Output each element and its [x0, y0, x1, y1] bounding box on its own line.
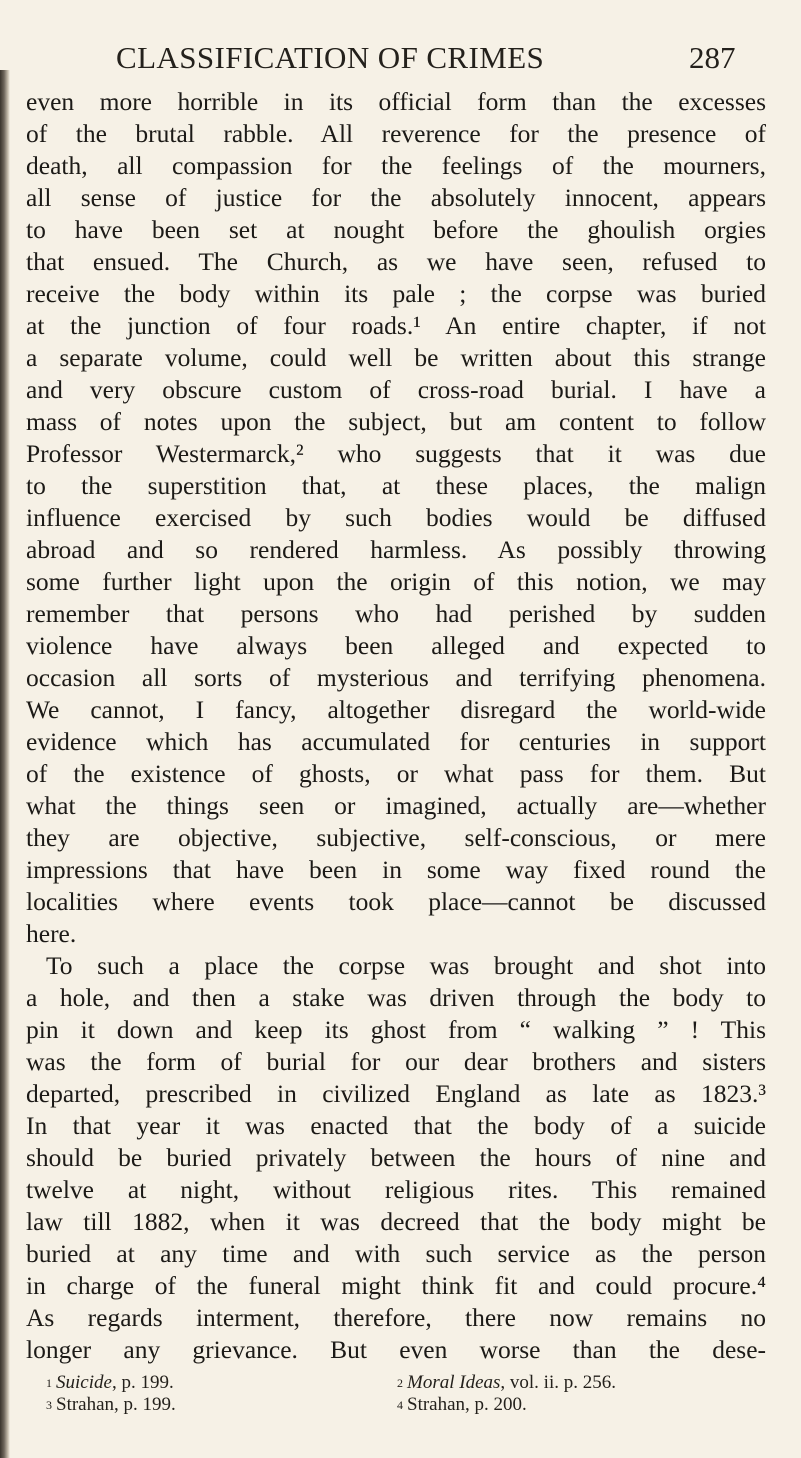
- text-line: of the brutal rabble. All reverence for the presence of: [26, 119, 766, 148]
- text-line: abroad and so rendered harmless. As possibly throwing: [26, 535, 766, 564]
- text-line: pin it down and keep its ghost from “ walking ” ! This: [26, 1015, 766, 1044]
- footnote-text: Strahan, p. 200.: [407, 1394, 527, 1415]
- footnote-title: Suicide: [56, 1372, 112, 1393]
- footnote-row: [46, 1394, 766, 1416]
- footnote-title: Moral Ideas: [407, 1372, 501, 1393]
- text-line: even more horrible in its official form than the excesses: [26, 87, 766, 116]
- text-line: receive the body within its pale ; the corpse was buried: [26, 279, 766, 308]
- text-line: As regards interment, therefore, there now remains no: [26, 1303, 766, 1332]
- footnote-number: 2: [397, 1376, 403, 1390]
- text-line: that ensued. The Church, as we have seen, refused to: [26, 247, 766, 276]
- text-line: evidence which has accumulated for centuries in support: [26, 727, 766, 756]
- text-line: buried at any time and with such service as the person: [26, 1239, 766, 1268]
- page-number: 287: [689, 40, 736, 75]
- text-line: some further light upon the origin of this notion, we may: [26, 567, 766, 596]
- text-line: what the things seen or imagined, actually are—whether: [26, 791, 766, 820]
- footnote-number: 1: [46, 1376, 52, 1390]
- text-line: a separate volume, could well be written about this strange: [26, 343, 766, 372]
- body-text: [26, 86, 766, 1366]
- text-line: and very obscure custom of cross-road burial. I have a: [26, 375, 766, 404]
- footnote-text: Strahan, p. 199.: [56, 1394, 176, 1415]
- text-line: impressions that have been in some way fixed round the: [26, 855, 766, 884]
- footnote-number: 4: [397, 1398, 403, 1412]
- text-line: To such a place the corpse was brought and shot into: [46, 951, 766, 980]
- text-line: a hole, and then a stake was driven through the body to: [26, 983, 766, 1012]
- footnote-3: [46, 1394, 176, 1416]
- text-line: We cannot, I fancy, altogether disregard the world-wide: [26, 695, 766, 724]
- text-line: to have been set at nought before the ghoulish orgies: [26, 215, 766, 244]
- text-line: influence exercised by such bodies would be diffused: [26, 503, 766, 532]
- running-head: [0, 40, 801, 80]
- text-line: twelve at night, without religious rites. This remained: [26, 1175, 766, 1204]
- text-line: departed, prescribed in civilized England as late as 1823.³: [26, 1079, 766, 1108]
- footnote-text: , p. 199.: [111, 1372, 174, 1393]
- footnote-2: [397, 1372, 616, 1394]
- text-line: Professor Westermarck,² who suggests that it was due: [26, 439, 766, 468]
- text-line: of the existence of ghosts, or what pass for them. But: [26, 759, 766, 788]
- text-line: occasion all sorts of mysterious and terrifying phenomena.: [26, 663, 766, 692]
- text-line: was the form of burial for our dear brothers and sisters: [26, 1047, 766, 1076]
- book-spine-shadow: [0, 70, 10, 1458]
- text-line: violence have always been alleged and expected to: [26, 631, 766, 660]
- text-line: should be buried privately between the hours of nine and: [26, 1143, 766, 1172]
- footnote-4: [397, 1394, 527, 1416]
- footnote-row: [46, 1372, 766, 1394]
- footnote-number: 3: [46, 1398, 52, 1412]
- text-line: at the junction of four roads.¹ An entire chapter, if not: [26, 311, 766, 340]
- text-line: remember that persons who had perished by sudden: [26, 599, 766, 628]
- text-line: law till 1882, when it was decreed that the body might be: [26, 1207, 766, 1236]
- footnote-1: [46, 1372, 174, 1394]
- text-line: they are objective, subjective, self-conscious, or mere: [26, 823, 766, 852]
- text-line: longer any grievance. But even worse than the dese-: [26, 1335, 766, 1364]
- text-line: death, all compassion for the feelings of the mourners,: [26, 151, 766, 180]
- footnotes: [46, 1372, 766, 1416]
- text-line: in charge of the funeral might think fit and could procure.⁴: [26, 1271, 766, 1300]
- text-line: to the superstition that, at these places, the malign: [26, 471, 766, 500]
- text-line: mass of notes upon the subject, but am content to follow: [26, 407, 766, 436]
- text-line: localities where events took place—cannot be discussed: [26, 887, 766, 916]
- text-line: In that year it was enacted that the body of a suicide: [26, 1111, 766, 1140]
- text-line: all sense of justice for the absolutely innocent, appears: [26, 183, 766, 212]
- footnote-text: , vol. ii. p. 256.: [500, 1372, 616, 1393]
- chapter-title: CLASSIFICATION OF CRIMES: [116, 40, 545, 75]
- text-line: here.: [26, 919, 77, 948]
